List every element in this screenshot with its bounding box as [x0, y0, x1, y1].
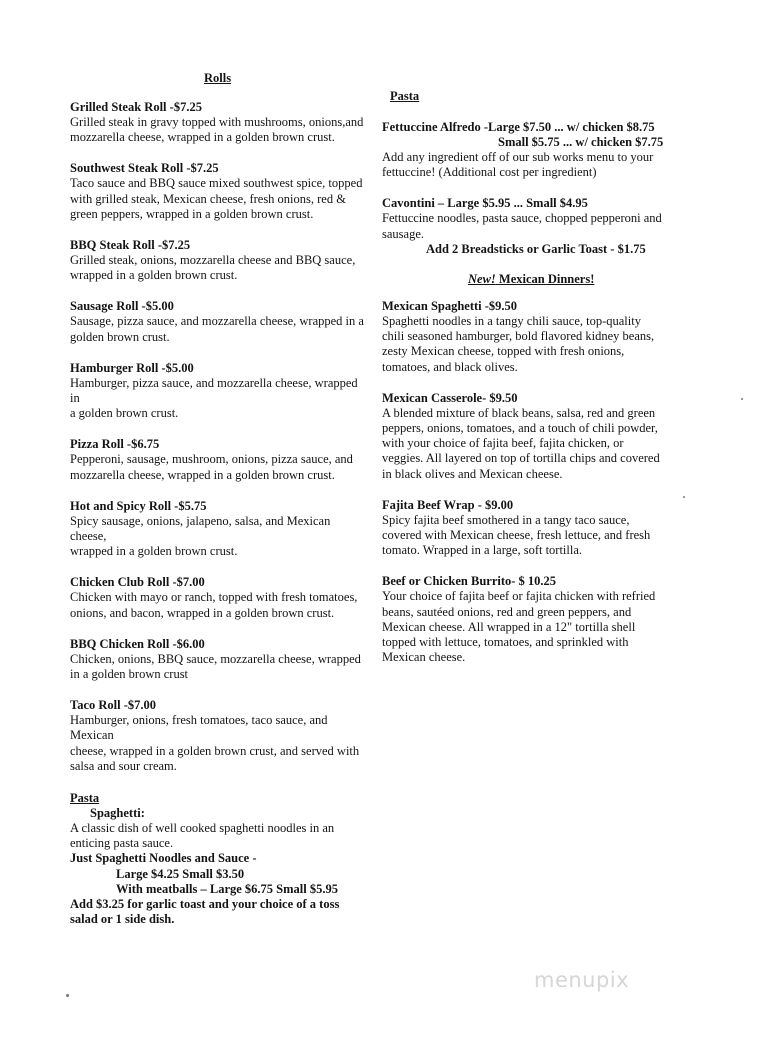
menu-item-fettuccine-alfredo — [382, 120, 692, 180]
menu-item-beef-or-chicken-burrito — [382, 574, 692, 665]
item-description: Chicken, onions, BBQ sauce, mozzarella cheese, wrapped in a golden brown crust — [70, 651, 361, 682]
menu-item-southwest-steak-roll — [70, 161, 382, 222]
item-title: Mexican Spaghetti -$9.50 — [382, 299, 518, 314]
scan-speck — [741, 398, 743, 400]
item-title: BBQ Steak Roll -$7.25 — [70, 238, 191, 253]
item-title: Chicken Club Roll -$7.00 — [70, 575, 205, 590]
menu-item-pizza-roll — [70, 437, 382, 482]
item-title: Pizza Roll -$6.75 — [70, 437, 160, 452]
item-title: Sausage Roll -$5.00 — [70, 299, 174, 314]
item-description: Grilled steak in gravy topped with mushrooms, onions,and mozzarella cheese, wrapped in a golden brown crust. — [70, 115, 364, 145]
scan-speck — [683, 496, 685, 498]
item-description: Grilled steak, onions, mozzarella cheese and BBQ sauce, wrapped in a golden brown crust. — [70, 253, 356, 283]
item-description: Pepperoni, sausage, mushroom, onions, pizza sauce, and mozzarella cheese, wrapped in a golden brown crust. — [70, 452, 353, 482]
item-description: Spicy fajita beef smothered in a tangy taco sauce, covered with Mexican cheese, fresh lettuce, and fresh tomato. Wrapped in a large, soft tortilla. — [382, 512, 651, 558]
right-column — [382, 88, 692, 665]
mexican-dinners-heading — [468, 271, 692, 287]
item-title: Cavontini – Large $5.95 ... Small $4.95 — [382, 196, 588, 211]
item-description: Fettuccine noodles, pasta sauce, chopped pepperoni and sausage. — [382, 211, 662, 241]
menu-item-cavontini — [382, 196, 692, 241]
menu-item-bbq-chicken-roll — [70, 637, 382, 682]
spaghetti-size-prices: Large $4.25 Small $3.50 — [116, 866, 245, 881]
item-title: Fettuccine Alfredo -Large $7.50 ... w/ chicken $8.75 — [382, 120, 655, 134]
item-description: Spicy sausage, onions, jalapeno, salsa, and Mexican cheese, wrapped in a golden brown crust. — [70, 513, 331, 559]
breadsticks-addon: Add 2 Breadsticks or Garlic Toast - $1.75 — [426, 241, 646, 256]
meatballs-prices: With meatballs – Large $6.75 Small $5.95 — [116, 881, 338, 896]
garlic-toast-note: Add $3.25 for garlic toast and your choice of a toss salad or 1 side dish. — [70, 897, 340, 927]
alfredo-small-prices: Small $5.75 ... w/ chicken $7.75 — [498, 135, 664, 149]
pasta-heading-right: Pasta — [390, 89, 420, 103]
item-title: Fajita Beef Wrap - $9.00 — [382, 497, 514, 512]
spaghetti-description: A classic dish of well cooked spaghetti noodles in an enticing pasta sauce. — [70, 821, 335, 851]
item-title: Hamburger Roll -$5.00 — [70, 360, 194, 375]
item-description: Spaghetti noodles in a tangy chili sauce, top-quality chili seasoned hamburger, bold flavored kidney beans, zesty Mexican cheese, topped with fresh onions, tomatoes, and black olives. — [382, 314, 655, 374]
item-title: Grilled Steak Roll -$7.25 — [70, 100, 202, 114]
rolls-heading: Rolls — [204, 71, 232, 85]
item-description: Add any ingredient off of our sub works menu to your fettuccine! (Additional cost per ingredient) — [382, 150, 654, 180]
left-column — [70, 70, 382, 928]
item-title: Taco Roll -$7.00 — [70, 698, 156, 713]
item-description: Hamburger, onions, fresh tomatoes, taco sauce, and Mexican cheese, wrapped in a golden brown crust, and served with salsa and sour cream. — [70, 713, 360, 773]
item-description: Chicken with mayo or ranch, topped with fresh tomatoes, onions, and bacon, wrapped in a golden brown crust. — [70, 590, 358, 620]
item-description: Your choice of fajita beef or fajita chicken with refried beans, sautéed onions, red and green peppers, and Mexican cheese. All wrapped in a 12" tortilla shell topped with lettuce, tomatoes, and sprinkled with Mexican cheese. — [382, 589, 656, 665]
menu-item-taco-roll — [70, 698, 382, 774]
menu-item-grilled-steak-roll — [70, 100, 382, 145]
item-description: A blended mixture of black beans, salsa, red and green peppers, onions, tomatoes, and a touch of chili powder, with your choice of fajita beef, fajita chicken, or veggies. All layered on top of tortilla chips and covered in black olives and Mexican cheese. — [382, 405, 660, 481]
spaghetti-heading: Spaghetti: — [90, 806, 145, 821]
menu-item-chicken-club-roll — [70, 575, 382, 620]
item-description: Sausage, pizza sauce, and mozzarella cheese, wrapped in a golden brown crust. — [70, 314, 364, 344]
item-title: Mexican Casserole- $9.50 — [382, 390, 518, 405]
item-title: Beef or Chicken Burrito- $ 10.25 — [382, 574, 557, 589]
menu-item-mexican-spaghetti — [382, 299, 692, 375]
menupix-watermark: menupix — [534, 968, 630, 992]
item-title: Hot and Spicy Roll -$5.75 — [70, 498, 207, 513]
menu-item-hot-and-spicy-roll — [70, 499, 382, 560]
item-title: BBQ Chicken Roll -$6.00 — [70, 636, 205, 651]
item-description: Hamburger, pizza sauce, and mozzarella cheese, wrapped in a golden brown crust. — [70, 375, 358, 421]
menu-item-bbq-steak-roll — [70, 238, 382, 283]
menu-item-sausage-roll — [70, 299, 382, 344]
menu-item-mexican-casserole — [382, 391, 692, 482]
item-title: Southwest Steak Roll -$7.25 — [70, 161, 219, 176]
menu-item-fajita-beef-wrap — [382, 498, 692, 559]
pasta-heading-left: Pasta — [70, 791, 100, 806]
menu-item-hamburger-roll — [70, 361, 382, 422]
mexican-dinners-title: Mexican Dinners! — [495, 272, 595, 287]
just-spaghetti-line: Just Spaghetti Noodles and Sauce - — [70, 851, 257, 866]
scan-speck — [66, 994, 69, 997]
item-description: Taco sauce and BBQ sauce mixed southwest spice, topped with grilled steak, Mexican cheese, fresh onions, red & green peppers, wrapped in a golden brown crust. — [70, 176, 363, 221]
new-label: New! — [468, 272, 496, 287]
